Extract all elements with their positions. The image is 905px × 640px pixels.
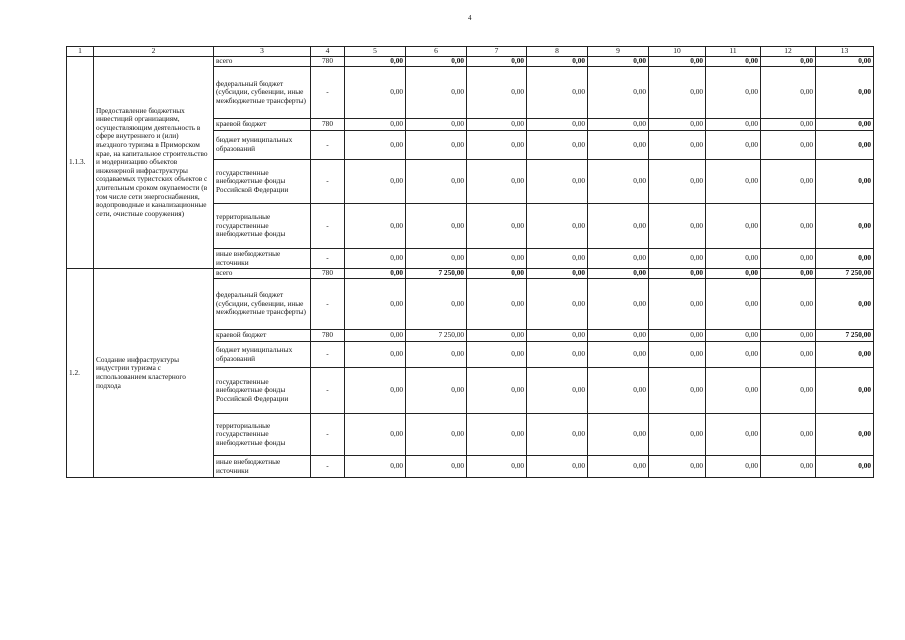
value-cell: 0,00 — [467, 279, 527, 330]
budget-code: - — [311, 368, 345, 414]
budget-code: 780 — [311, 269, 345, 279]
value-cell: 0,00 — [761, 456, 816, 478]
column-header: 5 — [345, 47, 406, 57]
value-cell: 0,00 — [588, 119, 649, 131]
funding-source: территориальные государственные внебюджетные фонды — [214, 414, 311, 456]
table-header — [67, 47, 874, 57]
value-cell: 0,00 — [761, 249, 816, 269]
value-cell: 0,00 — [816, 204, 874, 249]
value-cell: 0,00 — [816, 67, 874, 119]
column-header: 10 — [649, 47, 706, 57]
budget-code: 780 — [311, 330, 345, 342]
value-cell: 0,00 — [406, 160, 467, 204]
value-cell: 0,00 — [706, 249, 761, 269]
value-cell: 0,00 — [649, 131, 706, 160]
value-cell: 0,00 — [706, 330, 761, 342]
value-cell: 0,00 — [761, 67, 816, 119]
value-cell: 0,00 — [706, 456, 761, 478]
value-cell: 0,00 — [588, 456, 649, 478]
value-cell: 0,00 — [345, 269, 406, 279]
value-cell: 0,00 — [345, 160, 406, 204]
value-cell: 0,00 — [706, 57, 761, 67]
value-cell: 0,00 — [816, 456, 874, 478]
value-cell: 0,00 — [649, 204, 706, 249]
value-cell: 0,00 — [527, 119, 588, 131]
value-cell: 0,00 — [588, 57, 649, 67]
budget-code: - — [311, 67, 345, 119]
value-cell: 0,00 — [588, 67, 649, 119]
value-cell: 0,00 — [406, 67, 467, 119]
funding-source: федеральный бюджет (субсидии, субвенции, иные межбюджетные трансферты) — [214, 67, 311, 119]
value-cell: 0,00 — [588, 368, 649, 414]
budget-code: - — [311, 160, 345, 204]
value-cell: 0,00 — [406, 368, 467, 414]
column-header: 7 — [467, 47, 527, 57]
value-cell: 0,00 — [588, 414, 649, 456]
value-cell: 0,00 — [345, 368, 406, 414]
value-cell: 0,00 — [467, 414, 527, 456]
funding-source: государственные внебюджетные фонды Российской Федерации — [214, 160, 311, 204]
value-cell: 0,00 — [816, 279, 874, 330]
value-cell: 0,00 — [649, 57, 706, 67]
column-header: 4 — [311, 47, 345, 57]
value-cell: 7 250,00 — [406, 330, 467, 342]
value-cell: 0,00 — [467, 204, 527, 249]
value-cell: 0,00 — [527, 249, 588, 269]
funding-source: государственные внебюджетные фонды Российской Федерации — [214, 368, 311, 414]
value-cell: 0,00 — [816, 131, 874, 160]
value-cell: 0,00 — [649, 119, 706, 131]
value-cell: 0,00 — [406, 342, 467, 368]
value-cell: 0,00 — [345, 249, 406, 269]
value-cell: 0,00 — [761, 119, 816, 131]
budget-code: 780 — [311, 57, 345, 67]
column-header: 6 — [406, 47, 467, 57]
item-code: 1.2. — [67, 269, 94, 478]
value-cell: 0,00 — [588, 342, 649, 368]
column-header: 11 — [706, 47, 761, 57]
item-code: 1.1.3. — [67, 57, 94, 269]
value-cell: 0,00 — [706, 119, 761, 131]
value-cell: 0,00 — [706, 368, 761, 414]
value-cell: 0,00 — [406, 414, 467, 456]
value-cell: 0,00 — [761, 368, 816, 414]
value-cell: 0,00 — [761, 414, 816, 456]
column-header: 9 — [588, 47, 649, 57]
value-cell: 0,00 — [527, 279, 588, 330]
column-header: 8 — [527, 47, 588, 57]
value-cell: 0,00 — [649, 249, 706, 269]
value-cell: 0,00 — [467, 131, 527, 160]
value-cell: 0,00 — [706, 342, 761, 368]
value-cell: 0,00 — [527, 342, 588, 368]
value-cell: 0,00 — [649, 67, 706, 119]
table-body — [67, 57, 874, 478]
value-cell: 0,00 — [406, 57, 467, 67]
value-cell: 0,00 — [345, 456, 406, 478]
value-cell: 0,00 — [706, 131, 761, 160]
column-header: 1 — [67, 47, 94, 57]
value-cell: 0,00 — [345, 204, 406, 249]
value-cell: 0,00 — [527, 160, 588, 204]
budget-code: - — [311, 342, 345, 368]
value-cell: 0,00 — [406, 456, 467, 478]
value-cell: 0,00 — [467, 57, 527, 67]
value-cell: 0,00 — [406, 119, 467, 131]
value-cell: 0,00 — [761, 57, 816, 67]
budget-code: - — [311, 456, 345, 478]
budget-code: 780 — [311, 119, 345, 131]
funding-source: краевой бюджет — [214, 119, 311, 131]
value-cell: 0,00 — [761, 269, 816, 279]
value-cell: 0,00 — [761, 342, 816, 368]
budget-code: - — [311, 131, 345, 160]
value-cell: 0,00 — [816, 57, 874, 67]
column-header: 12 — [761, 47, 816, 57]
value-cell: 0,00 — [406, 249, 467, 269]
value-cell: 0,00 — [527, 330, 588, 342]
value-cell: 0,00 — [706, 269, 761, 279]
value-cell: 0,00 — [527, 414, 588, 456]
value-cell: 0,00 — [467, 330, 527, 342]
value-cell: 0,00 — [816, 342, 874, 368]
budget-code: - — [311, 414, 345, 456]
value-cell: 7 250,00 — [406, 269, 467, 279]
value-cell: 0,00 — [527, 368, 588, 414]
value-cell: 0,00 — [467, 342, 527, 368]
value-cell: 0,00 — [649, 160, 706, 204]
value-cell: 0,00 — [527, 131, 588, 160]
value-cell: 0,00 — [345, 342, 406, 368]
funding-source: иные внебюджетные источники — [214, 249, 311, 269]
funding-source: бюджет муниципальных образований — [214, 131, 311, 160]
value-cell: 0,00 — [406, 204, 467, 249]
page-number: 4 — [468, 14, 472, 22]
value-cell: 0,00 — [649, 342, 706, 368]
value-cell: 0,00 — [588, 269, 649, 279]
value-cell: 0,00 — [527, 269, 588, 279]
funding-source: краевой бюджет — [214, 330, 311, 342]
value-cell: 0,00 — [588, 160, 649, 204]
table-row — [67, 269, 874, 279]
value-cell: 0,00 — [467, 67, 527, 119]
value-cell: 0,00 — [345, 67, 406, 119]
value-cell: 0,00 — [706, 67, 761, 119]
value-cell: 0,00 — [588, 279, 649, 330]
table-row — [67, 57, 874, 67]
value-cell: 0,00 — [406, 279, 467, 330]
funding-source: всего — [214, 269, 311, 279]
value-cell: 0,00 — [649, 269, 706, 279]
value-cell: 0,00 — [467, 456, 527, 478]
value-cell: 0,00 — [816, 160, 874, 204]
funding-source: территориальные государственные внебюджетные фонды — [214, 204, 311, 249]
budget-code: - — [311, 279, 345, 330]
value-cell: 7 250,00 — [816, 269, 874, 279]
value-cell: 0,00 — [649, 456, 706, 478]
column-header: 13 — [816, 47, 874, 57]
value-cell: 0,00 — [345, 330, 406, 342]
value-cell: 0,00 — [649, 414, 706, 456]
item-title: Предоставление бюджетных инвестиций организациям, осуществляющим деятельность в сфере внутреннего и (или) въездного туризма в Приморском крае, на капитальное строительство и модернизацию объектов инженерной инфраструктуры создаваемых туристских объектов с длительным сроком окупаемости (в том числе сети энергоснабжения, водопроводные и канализационные сети, очистные сооружения) — [94, 57, 214, 269]
funding-source: федеральный бюджет (субсидии, субвенции, иные межбюджетные трансферты) — [214, 279, 311, 330]
value-cell: 0,00 — [706, 279, 761, 330]
budget-code: - — [311, 204, 345, 249]
value-cell: 0,00 — [649, 368, 706, 414]
header-row — [67, 47, 874, 57]
item-title: Создание инфраструктуры индустрии туризма с использованием кластерного подхода — [94, 269, 214, 478]
value-cell: 0,00 — [761, 160, 816, 204]
value-cell: 0,00 — [406, 131, 467, 160]
funding-source: бюджет муниципальных образований — [214, 342, 311, 368]
value-cell: 0,00 — [816, 368, 874, 414]
value-cell: 0,00 — [467, 269, 527, 279]
value-cell: 7 250,00 — [816, 330, 874, 342]
value-cell: 0,00 — [761, 131, 816, 160]
value-cell: 0,00 — [345, 131, 406, 160]
funding-source: иные внебюджетные источники — [214, 456, 311, 478]
value-cell: 0,00 — [816, 119, 874, 131]
budget-table — [66, 46, 874, 478]
column-header: 2 — [94, 47, 214, 57]
value-cell: 0,00 — [345, 414, 406, 456]
value-cell: 0,00 — [761, 204, 816, 249]
value-cell: 0,00 — [467, 119, 527, 131]
budget-code: - — [311, 249, 345, 269]
value-cell: 0,00 — [588, 330, 649, 342]
value-cell: 0,00 — [527, 204, 588, 249]
value-cell: 0,00 — [761, 279, 816, 330]
value-cell: 0,00 — [345, 119, 406, 131]
value-cell: 0,00 — [345, 57, 406, 67]
value-cell: 0,00 — [345, 279, 406, 330]
value-cell: 0,00 — [588, 131, 649, 160]
column-header: 3 — [214, 47, 311, 57]
value-cell: 0,00 — [816, 414, 874, 456]
value-cell: 0,00 — [649, 330, 706, 342]
value-cell: 0,00 — [527, 57, 588, 67]
value-cell: 0,00 — [706, 204, 761, 249]
value-cell: 0,00 — [706, 160, 761, 204]
value-cell: 0,00 — [588, 204, 649, 249]
funding-source: всего — [214, 57, 311, 67]
value-cell: 0,00 — [467, 160, 527, 204]
value-cell: 0,00 — [588, 249, 649, 269]
value-cell: 0,00 — [527, 456, 588, 478]
value-cell: 0,00 — [649, 279, 706, 330]
value-cell: 0,00 — [527, 67, 588, 119]
value-cell: 0,00 — [816, 249, 874, 269]
value-cell: 0,00 — [761, 330, 816, 342]
value-cell: 0,00 — [706, 414, 761, 456]
value-cell: 0,00 — [467, 249, 527, 269]
value-cell: 0,00 — [467, 368, 527, 414]
